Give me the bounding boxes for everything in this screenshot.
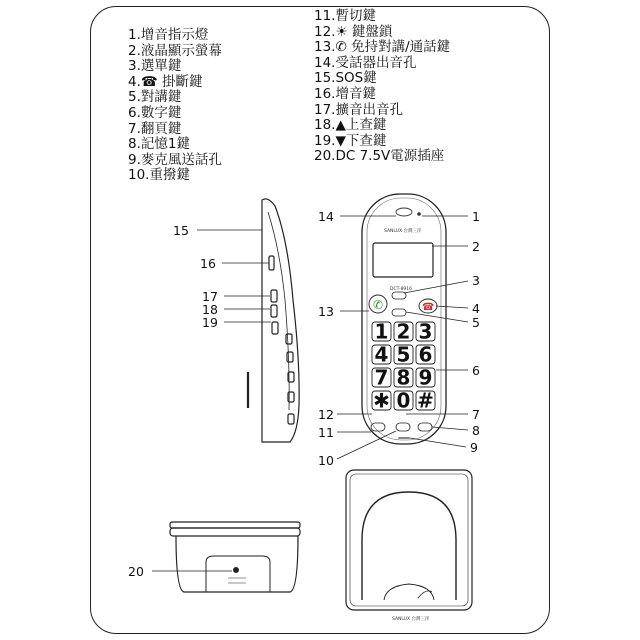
flash-key[interactable] bbox=[396, 423, 410, 431]
legend-left-item: 4.☎ 掛斷鍵 bbox=[128, 73, 203, 90]
legend-left-item: 5.對講鍵 bbox=[128, 89, 182, 106]
legend-right-item: 16.增音鍵 bbox=[314, 85, 376, 102]
legend-right-item: 20.DC 7.5V電源插座 bbox=[314, 148, 445, 165]
memory-key[interactable] bbox=[418, 423, 432, 431]
callout-2: 2 bbox=[472, 239, 480, 254]
microphone bbox=[398, 437, 410, 439]
callout-16: 16 bbox=[200, 256, 216, 271]
dc-jack bbox=[234, 568, 239, 573]
keypad-key-label: 7 bbox=[374, 365, 389, 390]
keypad-key-label: # bbox=[417, 388, 434, 413]
legend-left-item: 1.增音指示燈 bbox=[128, 27, 209, 43]
intercom-key[interactable] bbox=[392, 309, 406, 316]
callout-12: 12 bbox=[318, 407, 334, 422]
legend-right-item: 11.暫切鍵 bbox=[314, 8, 376, 24]
keypad-key-label: 1 bbox=[374, 319, 389, 344]
callout-5: 5 bbox=[472, 315, 480, 330]
charging-base-side bbox=[170, 522, 300, 592]
callout-4: 4 bbox=[472, 301, 480, 316]
earpiece bbox=[396, 208, 412, 216]
legend-right-item: 12.☀ 鍵盤鎖 bbox=[314, 23, 393, 40]
legend-right-item: 18.▲上查鍵 bbox=[314, 117, 387, 134]
front-brand: SANLUX 台灣三洋 bbox=[384, 229, 422, 234]
callout-20: 20 bbox=[128, 564, 144, 579]
base-brand: SANLUX 台灣三洋 bbox=[392, 617, 430, 622]
legend-left-item: 9.麥克風送話孔 bbox=[128, 151, 222, 168]
keypad-key-label: 5 bbox=[396, 342, 411, 367]
callout-8: 8 bbox=[472, 423, 480, 438]
indicator-light bbox=[417, 212, 421, 216]
callout-15: 15 bbox=[173, 223, 189, 238]
callout-6: 6 bbox=[472, 363, 480, 378]
legend-left-item: 3.選單鍵 bbox=[128, 58, 182, 75]
keypad-key-label: 8 bbox=[396, 365, 411, 390]
legend-left-item: 8.記憶1鍵 bbox=[128, 136, 190, 153]
keypad-key-label: 6 bbox=[418, 342, 433, 367]
legend-left-item: 7.翻頁鍵 bbox=[128, 120, 182, 137]
keypad-key-label: 9 bbox=[418, 365, 433, 390]
keypad-key-label: 2 bbox=[396, 319, 411, 344]
legend-right-item: 14.受話器出音孔 bbox=[314, 54, 417, 71]
legend-left-item: 10.重撥鍵 bbox=[128, 167, 190, 184]
hangup-icon: ☎ bbox=[422, 302, 435, 313]
keypad-key-label: ✱ bbox=[373, 388, 390, 413]
callout-17: 17 bbox=[202, 289, 218, 304]
legend-right-item: 13.✆ 免持對講/通話鍵 bbox=[314, 39, 451, 56]
handset-front bbox=[362, 194, 446, 444]
charging-base-top bbox=[346, 470, 472, 622]
callout-9: 9 bbox=[470, 440, 478, 455]
legend-right-item: 15.SOS鍵 bbox=[314, 70, 377, 87]
model-label: DCT-8916 bbox=[390, 287, 413, 292]
lcd-screen bbox=[373, 243, 433, 277]
menu-key[interactable] bbox=[392, 292, 406, 299]
callout-13: 13 bbox=[318, 304, 334, 319]
legend-right-item: 19.▼下查鍵 bbox=[314, 132, 387, 149]
keypad-key-label: 4 bbox=[374, 342, 389, 367]
callout-10: 10 bbox=[318, 453, 334, 468]
legend-left-item: 2.液晶顯示螢幕 bbox=[128, 42, 222, 59]
callout-1: 1 bbox=[472, 209, 480, 224]
keypad-key-label: 3 bbox=[418, 319, 433, 344]
callout-18: 18 bbox=[202, 302, 218, 317]
handset-side-view bbox=[248, 199, 299, 442]
legend-left-item: 6.數字鍵 bbox=[128, 104, 182, 121]
callout-7: 7 bbox=[472, 407, 480, 422]
numeric-keypad bbox=[372, 320, 435, 413]
callout-19: 19 bbox=[202, 315, 218, 330]
callout-3: 3 bbox=[472, 273, 480, 288]
legend-right-item: 17.擴音出音孔 bbox=[314, 101, 403, 118]
talk-icon: ✆ bbox=[373, 298, 384, 312]
redial-key[interactable] bbox=[371, 423, 385, 431]
keypad-key-label: 0 bbox=[396, 388, 411, 413]
callout-14: 14 bbox=[318, 209, 334, 224]
callout-11: 11 bbox=[318, 425, 334, 440]
